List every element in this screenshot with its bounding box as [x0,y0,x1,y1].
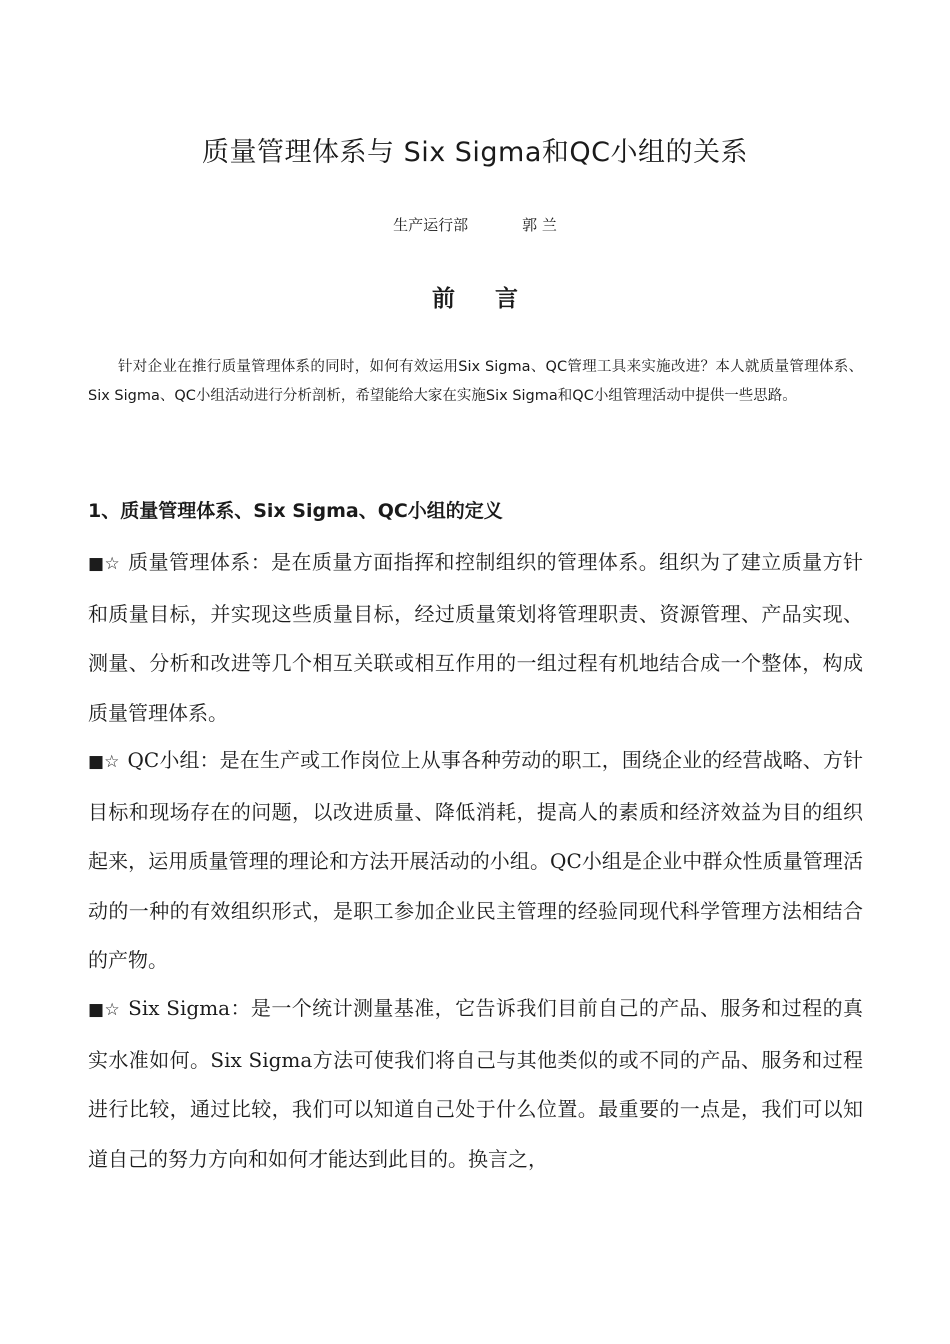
author-line [0,214,950,235]
document-title: 质量管理体系与 Six Sigma和QC小组的关系 [201,137,748,168]
preface-heading-char-2: 言 [495,286,518,312]
definition-quality-management-system [88,538,863,738]
bullet-marker: ■☆ [88,1000,121,1020]
bullet-marker: ■☆ [88,554,121,574]
definition-text: Six Sigma：是一个统计测量基准，它告诉我们目前自己的产品、服务和过程的真实水准如何。Six Sigma方法可使我们将自己与其他类似的或不同的产品、服务和过程进行比较，通过比较，我们可以知道自己处于什么位置。最重要的一点是，我们可以知道自己的努力方向和如何才能达到此目的。换言之， [88,996,863,1171]
preface-heading [0,280,950,313]
bullet-marker: ■☆ [88,752,120,772]
definition-text: 质量管理体系：是在质量方面指挥和控制组织的管理体系。组织为了建立质量方针和质量目标，并实现这些质量目标，经过质量策划将管理职责、资源管理、产品实现、测量、分析和改进等几个相互关联或相互作用的一组过程有机地结合成一个整体，构成质量管理体系。 [88,550,863,725]
section-1-heading: 1、质量管理体系、Six Sigma、QC小组的定义 [88,500,503,522]
author-name: 郭 兰 [522,216,557,234]
definition-six-sigma [88,984,863,1184]
preface-paragraph: 针对企业在推行质量管理体系的同时，如何有效运用Six Sigma、QC管理工具来实施改进？本人就质量管理体系、Six Sigma、QC小组活动进行分析剖析，希望能给大家在实施Six Sigma和QC小组管理活动中提供一些思路。 [88,359,863,404]
preface-heading-char-1: 前 [432,286,455,312]
department-name: 生产运行部 [393,216,469,234]
definition-text: QC小组：是在生产或工作岗位上从事各种劳动的职工，围绕企业的经营战略、方针目标和现场存在的问题，以改进质量、降低消耗，提高人的素质和经济效益为目的组织起来，运用质量管理的理论和方法开展活动的小组。QC小组是企业中群众性质量管理活动的一种的有效组织形式，是职工参加企业民主管理的经验同现代科学管理方法相结合的产物。 [88,748,863,972]
definition-qc-group [88,736,863,986]
